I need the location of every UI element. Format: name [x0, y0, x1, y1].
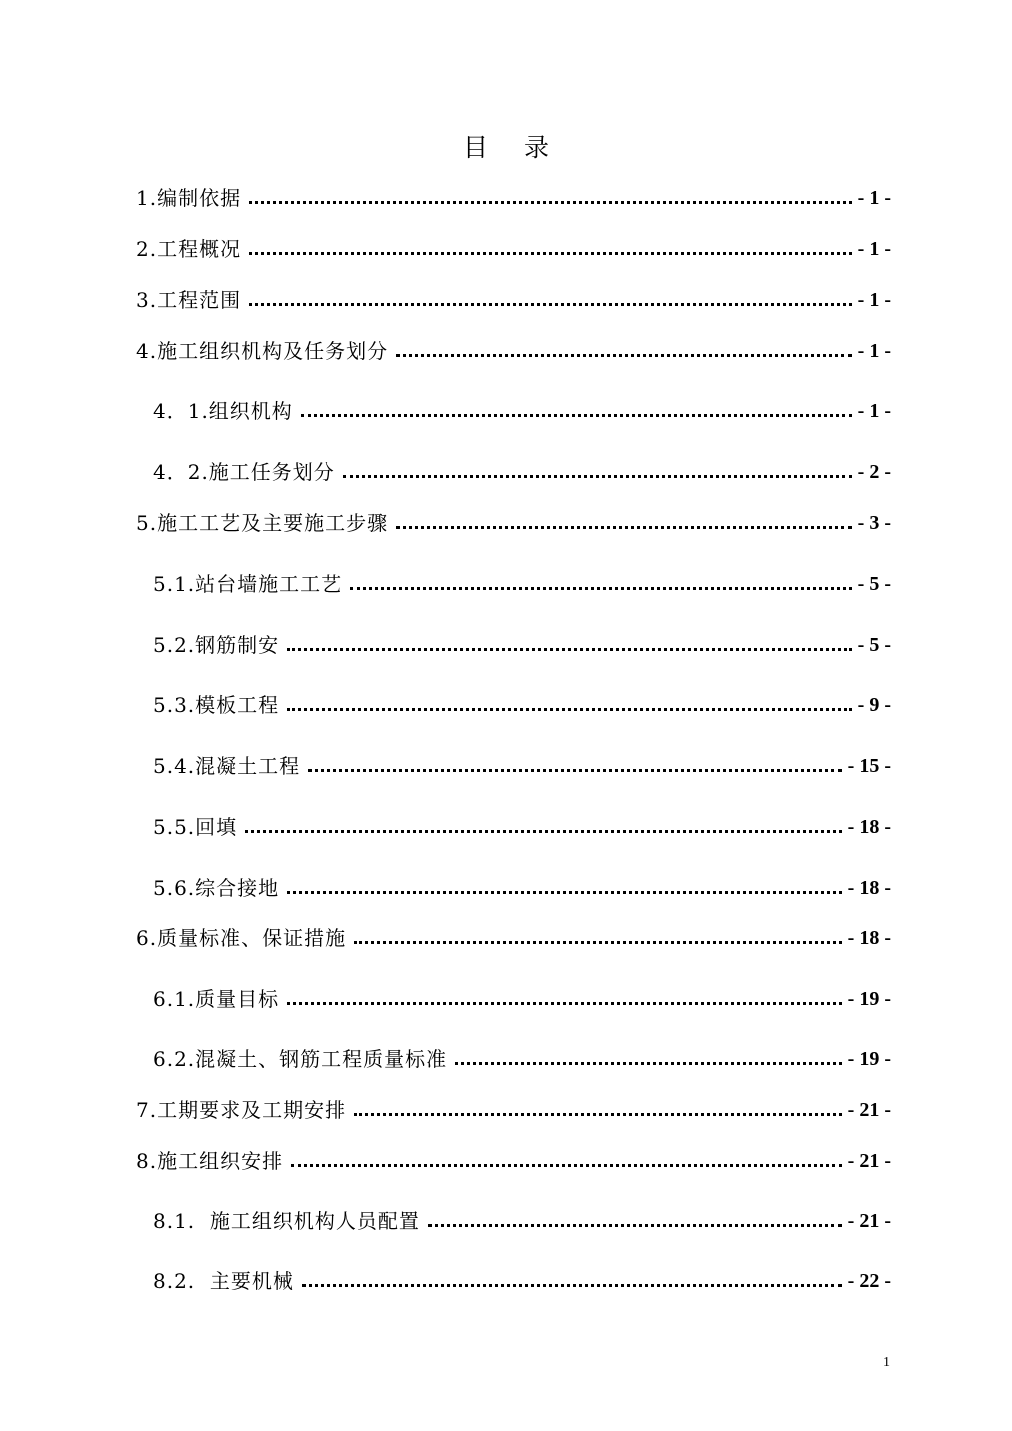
toc-entry-label: 5.施工工艺及主要施工步骤 [136, 511, 389, 535]
toc-entry-page: - 22 - [847, 1270, 891, 1292]
toc-entry-label: 5.6.综合接地 [153, 876, 280, 900]
toc-dot-leader [455, 1062, 842, 1065]
toc-dot-leader [249, 201, 852, 204]
toc-dot-leader [396, 354, 852, 357]
toc-dot-leader [350, 587, 852, 590]
toc-entry-label: 2.工程概况 [136, 237, 242, 261]
toc-entry-page: - 5 - [857, 634, 891, 656]
toc-entry-label: 5.4.混凝土工程 [153, 754, 301, 778]
page-number: 1 [883, 1355, 890, 1370]
toc-dot-leader [287, 648, 852, 651]
toc-entry-label: 6.质量标准、保证措施 [136, 926, 347, 950]
toc-dot-leader [249, 252, 852, 255]
toc-entry-page: - 1 - [857, 400, 891, 422]
toc-dot-leader [249, 303, 852, 306]
toc-entry[interactable] [136, 920, 891, 950]
toc-entry-label: 6.2.混凝土、钢筋工程质量标准 [153, 1047, 448, 1071]
toc-entry[interactable] [153, 809, 891, 839]
toc-dot-leader [287, 1002, 842, 1005]
toc-entry-page: - 1 - [857, 289, 891, 311]
toc-entry-label: 5.3.模板工程 [153, 693, 280, 717]
toc-entry[interactable] [153, 687, 891, 717]
toc-entry-label: 8.施工组织安排 [136, 1149, 284, 1173]
toc-entry[interactable] [153, 1203, 891, 1233]
toc-entry[interactable] [136, 180, 891, 210]
toc-entry-page: - 21 - [847, 1210, 891, 1232]
toc-entry[interactable] [136, 505, 891, 535]
toc-entry-page: - 18 - [847, 877, 891, 899]
toc-entry-label: 1.编制依据 [136, 186, 242, 210]
toc-entry-label: 6.1.质量目标 [153, 987, 280, 1011]
toc-entry[interactable] [153, 566, 891, 596]
toc-dot-leader [302, 1284, 842, 1287]
toc-entry-page: - 18 - [847, 816, 891, 838]
toc-entry[interactable] [153, 393, 891, 423]
toc-dot-leader [291, 1164, 842, 1167]
toc-entry-page: - 15 - [847, 755, 891, 777]
toc-entry[interactable] [153, 748, 891, 778]
toc-entry-page: - 18 - [847, 927, 891, 949]
toc-dot-leader [354, 941, 842, 944]
toc-entry-page: - 21 - [847, 1099, 891, 1121]
toc-dot-leader [354, 1113, 842, 1116]
toc-entry[interactable] [136, 282, 891, 312]
toc-dot-leader [245, 830, 842, 833]
toc-entry-page: - 3 - [857, 512, 891, 534]
toc-dot-leader [301, 414, 852, 417]
toc-entry[interactable] [153, 627, 891, 657]
toc-entry[interactable] [136, 333, 891, 363]
toc-entry-label: 5.5.回填 [153, 815, 238, 839]
toc-entry-label: 3.工程范围 [136, 288, 242, 312]
toc-dot-leader [396, 526, 852, 529]
toc-entry-page: - 19 - [847, 1048, 891, 1070]
toc-entry[interactable] [153, 1263, 891, 1293]
toc-entry-label: 8.2. 主要机械 [153, 1269, 294, 1293]
toc-entry-label: 8.1. 施工组织机构人员配置 [153, 1209, 420, 1233]
toc-title: 目 录 [463, 133, 563, 162]
toc-entry-label: 4．1.组织机构 [153, 399, 293, 423]
toc-dot-leader [287, 891, 842, 894]
toc-dot-leader [308, 769, 842, 772]
toc-entry-page: - 1 - [857, 238, 891, 260]
toc-entry-page: - 19 - [847, 988, 891, 1010]
toc-entry-label: 5.2.钢筋制安 [153, 633, 280, 657]
toc-dot-leader [343, 475, 852, 478]
toc-entry-page: - 21 - [847, 1150, 891, 1172]
toc-entry-page: - 5 - [857, 573, 891, 595]
toc-entry-page: - 1 - [857, 187, 891, 209]
toc-entry[interactable] [136, 1143, 891, 1173]
toc-entry-page: - 2 - [857, 461, 891, 483]
toc-entry-label: 4.施工组织机构及任务划分 [136, 339, 389, 363]
toc-entry-label: 4．2.施工任务划分 [153, 460, 335, 484]
toc-entry[interactable] [153, 1041, 891, 1071]
toc-entry[interactable] [136, 1092, 891, 1122]
toc-entry[interactable] [153, 870, 891, 900]
toc-dot-leader [428, 1224, 842, 1227]
toc-entry-page: - 1 - [857, 340, 891, 362]
toc-entry-page: - 9 - [857, 694, 891, 716]
toc-entry[interactable] [153, 454, 891, 484]
toc-entry[interactable] [153, 981, 891, 1011]
toc-entry[interactable] [136, 231, 891, 261]
toc-entry-label: 5.1.站台墙施工工艺 [153, 572, 343, 596]
toc-entry-label: 7.工期要求及工期安排 [136, 1098, 347, 1122]
toc-dot-leader [287, 708, 852, 711]
